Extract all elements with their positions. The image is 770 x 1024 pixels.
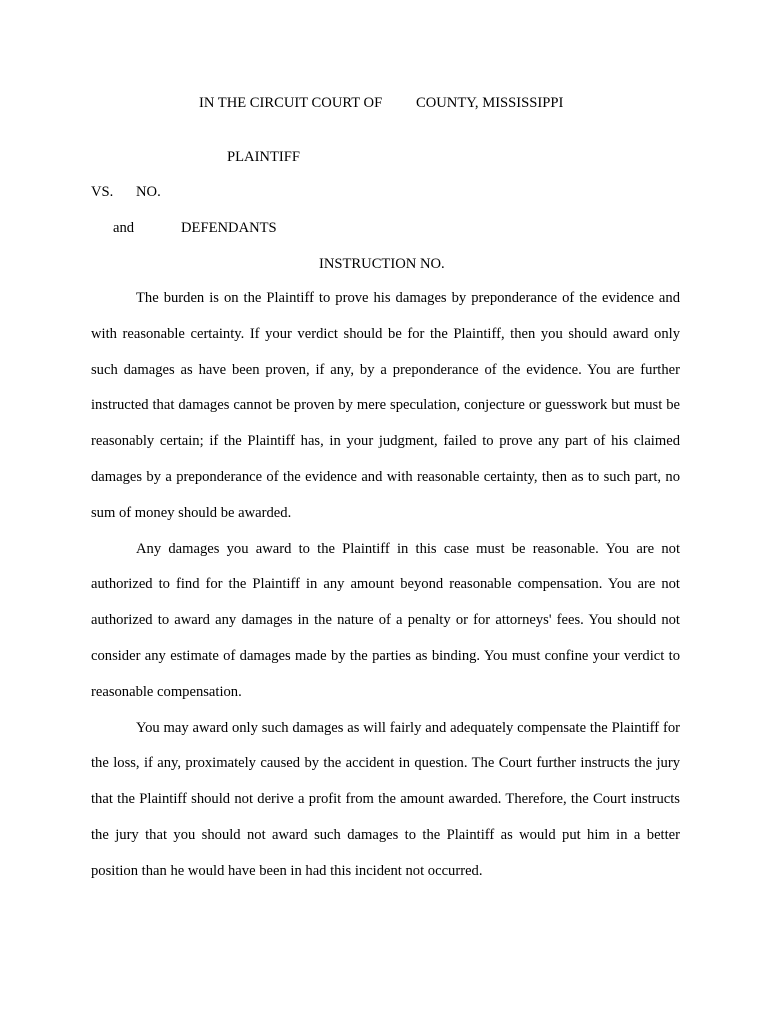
plaintiff-label: PLAINTIFF xyxy=(227,149,300,165)
paragraph-reasonable-damages: Any damages you award to the Plaintiff in this case must be reasonable. You are not authorized to find for the Plaintiff in any amount beyond reasonable compensation. You are not authorized to award any damages in the nature of a penalty or for attorneys' fees. You should not consider any estimate of damages made by the parties as binding. You must confine your verdict to reasonable compensation. xyxy=(91,540,680,700)
and-label: and xyxy=(113,220,135,236)
court-name-right: COUNTY, MISSISSIPPI xyxy=(416,95,564,111)
vs-label: VS. xyxy=(91,184,114,200)
paragraph-burden-of-proof: The burden is on the Plaintiff to prove his damages by preponderance of the evidence and with reasonable certainty. If your verdict should be for the Plaintiff, then you should award only such damages as have been proven, if any, by a preponderance of the evidence. You are further instructed that damages cannot be proven by mere speculation, conjecture or guesswork but must be reasonably certain; if the Plaintiff has, in your judgment, failed to prove any part of his claimed damages by a preponderance of the evidence and with reasonable certainty, then as to such part, no sum of money should be awarded. xyxy=(91,290,680,521)
instruction-heading: INSTRUCTION NO. xyxy=(319,256,445,272)
court-name-left: IN THE CIRCUIT COURT OF xyxy=(199,95,383,111)
paragraph-fair-compensation: You may award only such damages as will fairly and adequately compensate the Plaintiff for the loss, if any, proximately caused by the accident in question. The Court further instructs the jury that the Plaintiff should not derive a profit from the amount awarded. Therefore, the Court instructs the jury that you should not award such damages to the Plaintiff as would put him in a better position than he would have been in had this incident not occurred. xyxy=(91,719,680,879)
instruction-body xyxy=(91,281,680,890)
case-number-label: NO. xyxy=(136,184,161,200)
defendants-label: DEFENDANTS xyxy=(181,220,277,236)
